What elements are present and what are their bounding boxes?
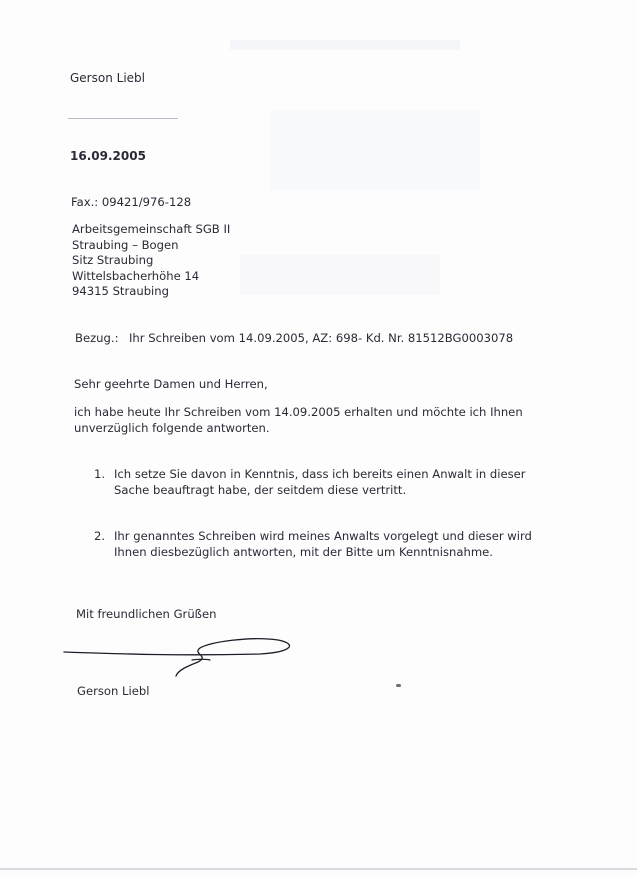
handwritten-signature	[60, 630, 300, 680]
intro-line: unverzüglich folgende antworten.	[74, 421, 270, 435]
address-line: 94315 Straubing	[72, 284, 169, 298]
closing-phrase: Mit freundlichen Grüßen	[76, 607, 217, 621]
list-item-text	[114, 466, 526, 498]
address-line: Arbeitsgemeinschaft SGB II	[72, 222, 231, 236]
list-item-number: 2.	[94, 529, 106, 543]
scan-artifact	[240, 255, 440, 295]
list-item-text	[114, 528, 532, 560]
list-item-line: Sache beauftragt habe, der seitdem diese vertritt.	[114, 483, 407, 497]
address-line: Wittelsbacherhöhe 14	[72, 268, 200, 283]
intro-paragraph	[74, 404, 574, 436]
intro-line: ich habe heute Ihr Schreiben vom 14.09.2005 erhalten und möchte ich Ihnen	[74, 405, 523, 419]
scan-artifact	[230, 40, 460, 50]
letter-date: 16.09.2005	[70, 149, 146, 163]
page-edge	[0, 868, 637, 870]
sender-divider	[68, 118, 178, 119]
reference-line	[75, 330, 513, 346]
list-item-line: Ich setze Sie davon in Kenntnis, dass ich bereits einen Anwalt in dieser	[114, 467, 526, 481]
address-line: Sitz Straubing	[72, 253, 154, 267]
reference-text: Ihr Schreiben vom 14.09.2005, AZ: 698- Kd. Nr. 81512BG0003078	[129, 331, 514, 345]
list-item-line: Ihnen diesbezüglich antworten, mit der Bitte um Kenntnisnahme.	[114, 545, 493, 559]
signer-name: Gerson Liebl	[77, 684, 150, 698]
reference-label: Bezug.:	[75, 331, 119, 345]
recipient-address	[72, 222, 230, 300]
scan-speck	[396, 684, 401, 687]
list-item-number: 1.	[94, 467, 106, 481]
list-item-line: Ihr genanntes Schreiben wird meines Anwalts vorgelegt und dieser wird	[114, 529, 532, 543]
scan-artifact	[270, 110, 480, 190]
fax-number: Fax.: 09421/976-128	[71, 195, 192, 209]
sender-name: Gerson Liebl	[70, 71, 145, 85]
salutation: Sehr geehrte Damen und Herren,	[74, 377, 268, 391]
address-line: Straubing – Bogen	[72, 237, 179, 252]
